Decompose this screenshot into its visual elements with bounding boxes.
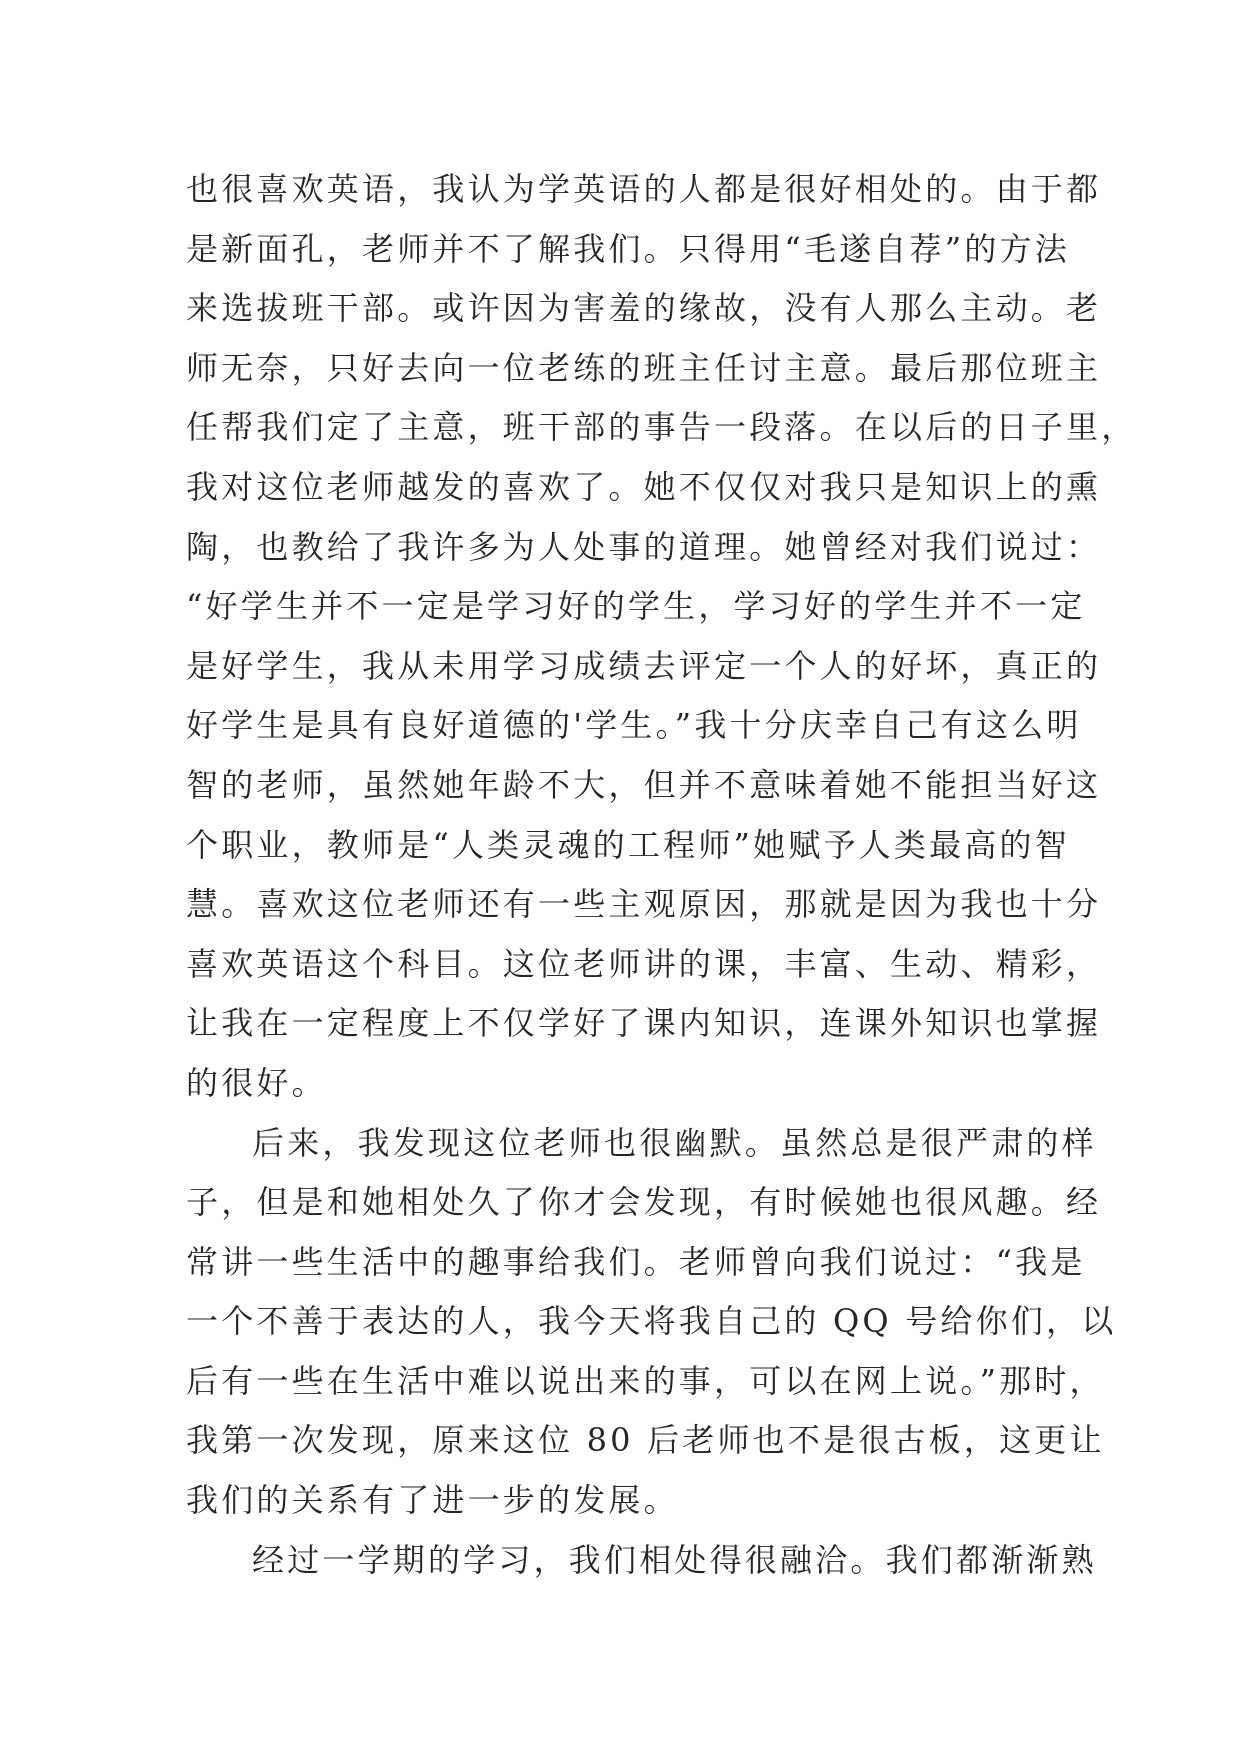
text-line: 也很喜欢英语，我认为学英语的人都是很好相处的。由于都	[186, 170, 1102, 208]
paragraph-3	[186, 1531, 1097, 1591]
text-line: 后来，我发现这位老师也很幽默。虽然总是很严肃的样	[252, 1123, 1097, 1162]
text-line: 是好学生，我从未用学习成绩去评定一个人的好坏，真正的	[186, 646, 1102, 685]
document-body	[186, 160, 1137, 1590]
text-line: 慧。喜欢这位老师还有一些主观原因，那就是因为我也十分	[186, 885, 1102, 924]
text-line: 喜欢英语这个科目。这位老师讲的课，丰富、生动、精彩，	[186, 944, 1102, 983]
text-line: 我们的关系有了进一步的发展。	[186, 1481, 679, 1520]
text-line: 常讲一些生活中的趣事给我们。老师曾向我们说过：“我是	[186, 1242, 1086, 1281]
paragraph-1	[186, 160, 1137, 1114]
text-line: 一个不善于表达的人，我今天将我自己的 QQ 号给你们，以	[186, 1302, 1117, 1341]
text-line: 智的老师，虽然她年龄不大，但并不意味着她不能担当好这	[186, 765, 1102, 804]
paragraph-2	[186, 1114, 1117, 1531]
text-line: 是新面孔，老师并不了解我们。只得用“毛遂自荐”的方法	[186, 229, 1070, 268]
text-line: 来选拔班干部。或许因为害羞的缘故，没有人那么主动。老	[186, 289, 1102, 328]
text-line: 子，但是和她相处久了你才会发现，有时候她也很风趣。经	[186, 1183, 1102, 1222]
text-line: 陶，也教给了我许多为人处事的道理。她曾经对我们说过：	[186, 527, 1102, 566]
text-line: 让我在一定程度上不仅学好了课内知识，连课外知识也掌握	[186, 1004, 1102, 1043]
text-line: 个职业，教师是“人类灵魂的工程师”她赋予人类最高的智	[186, 825, 1070, 864]
text-line: 我第一次发现，原来这位 80 后老师也不是很古板，这更让	[186, 1421, 1105, 1460]
text-line: 师无奈，只好去向一位老练的班主任讨主意。最后那位班主	[186, 348, 1102, 387]
text-line: 任帮我们定了主意，班干部的事告一段落。在以后的日子里，	[186, 408, 1137, 447]
text-line: 我对这位老师越发的喜欢了。她不仅仅对我只是知识上的熏	[186, 467, 1102, 506]
text-line: 好学生是具有良好道德的'学生。”我十分庆幸自己有这么明	[186, 706, 1082, 745]
text-line: “好学生并不一定是学习好的学生，学习好的学生并不一定	[186, 587, 1086, 626]
text-line: 后有一些在生活中难以说出来的事，可以在网上说。”那时，	[186, 1361, 1105, 1400]
text-line: 经过一学期的学习，我们相处得很融洽。我们都渐渐熟	[252, 1540, 1097, 1579]
text-line: 的很好。	[186, 1063, 327, 1102]
